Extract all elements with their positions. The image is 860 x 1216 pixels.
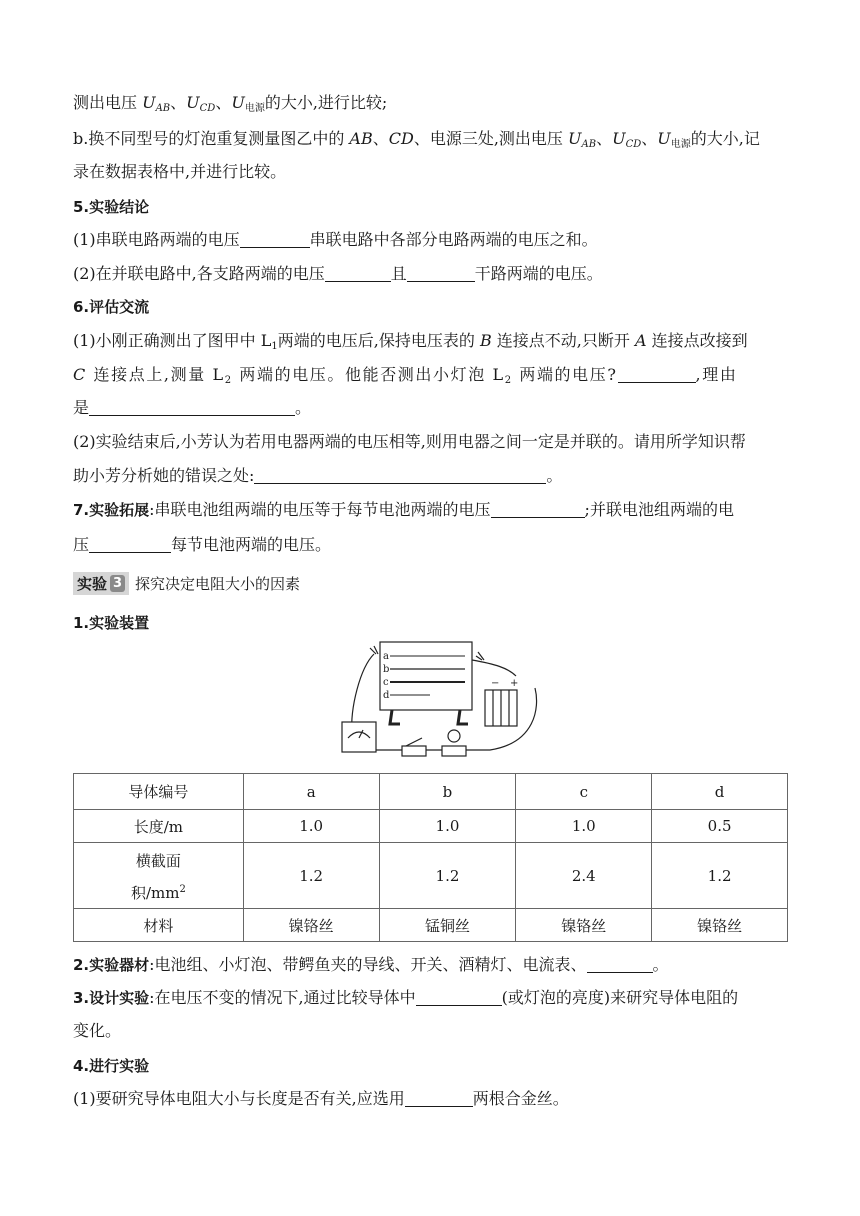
text: AB — [349, 129, 373, 148]
text: 两端的电压? — [512, 365, 618, 384]
table-cell: 镍铬丝 — [516, 909, 652, 942]
text: 干路两端的电压。 — [474, 264, 603, 283]
answer-blank[interactable] — [416, 989, 502, 1006]
text: 且 — [390, 264, 407, 283]
text-line — [73, 129, 760, 155]
text: ,理由 — [695, 365, 738, 384]
header-cell: 导体编号 — [74, 774, 244, 810]
tag-number: 3 — [110, 575, 125, 592]
text: 、 — [641, 129, 658, 148]
subscript: 电源 — [670, 139, 691, 150]
text: 、电源三处,测出电压 — [413, 129, 569, 148]
text: 。 — [652, 955, 669, 974]
text: 是 — [73, 398, 90, 417]
subscript: 2 — [504, 375, 513, 386]
row-label-line — [74, 877, 243, 906]
tag-text: 实验 — [77, 574, 108, 593]
text-line — [73, 1089, 569, 1109]
table-cell: 1.0 — [379, 810, 516, 843]
subscript: 电源 — [244, 103, 265, 114]
answer-blank[interactable] — [325, 265, 391, 282]
table-row — [74, 810, 788, 843]
text: 助小芳分析她的错误之处: — [73, 466, 255, 485]
section-heading: 7.实验拓展 — [73, 501, 150, 519]
experiment-label — [73, 572, 129, 595]
text-line — [73, 264, 603, 284]
answer-blank[interactable] — [254, 467, 546, 484]
answer-blank[interactable] — [240, 231, 310, 248]
lead-wire — [472, 660, 516, 676]
text-line — [73, 365, 737, 391]
text: 连接点上,测量 L — [86, 365, 225, 384]
header-cell: d — [652, 774, 788, 810]
text: 压 — [73, 535, 90, 554]
text: 两端的电压后,保持电压表的 — [277, 331, 480, 350]
var-U: U — [657, 129, 671, 148]
text-line — [73, 500, 734, 520]
text: 积/mm — [130, 884, 180, 902]
text-line — [73, 955, 669, 975]
table-cell: 1.0 — [243, 810, 379, 843]
subscript: 1 — [271, 341, 278, 352]
table-cell: 1.2 — [243, 843, 379, 909]
subscript: 2 — [224, 375, 233, 386]
var-U: U — [568, 129, 582, 148]
alligator-clip — [476, 652, 484, 660]
polarity-label: − — [491, 678, 500, 689]
row-label-line: 横截面 — [135, 852, 181, 870]
text-line — [73, 988, 738, 1008]
wire-label: b — [383, 664, 390, 675]
text: 、 — [596, 129, 613, 148]
var-U: U — [612, 129, 626, 148]
text: 每节电池两端的电压。 — [171, 535, 332, 554]
var-U: U — [231, 93, 245, 112]
text: b.换不同型号的灯泡重复测量图乙中的 — [73, 129, 350, 148]
switch — [402, 746, 426, 756]
var-U: U — [142, 93, 156, 112]
text: 串联电路中各部分电路两端的电压之和。 — [309, 230, 598, 249]
conductor-table — [73, 773, 788, 942]
subscript: CD — [625, 139, 642, 150]
section-heading: 1.实验装置 — [73, 614, 150, 632]
text: 测出电压 — [73, 93, 143, 112]
subscript: CD — [199, 103, 216, 114]
answer-blank[interactable] — [405, 1090, 473, 1107]
table-cell: 2.4 — [516, 843, 652, 909]
text: :串联电池组两端的电压等于每节电池两端的电压 — [149, 500, 491, 519]
text-line — [73, 466, 562, 486]
table-cell: 1.2 — [379, 843, 516, 909]
table-cell: 0.5 — [652, 810, 788, 843]
text-line — [73, 535, 331, 555]
text: 连接点改接到 — [646, 331, 748, 350]
text: (或灯泡的亮度)来研究导体电阻的 — [501, 988, 739, 1007]
text: C — [73, 365, 87, 384]
text-line — [73, 331, 748, 357]
answer-blank[interactable] — [407, 265, 475, 282]
alligator-clip — [370, 646, 378, 654]
text: A — [634, 331, 647, 350]
text: 、 — [170, 93, 187, 112]
table-row — [74, 909, 788, 942]
answer-blank[interactable] — [587, 956, 653, 973]
text-line — [73, 93, 387, 119]
table-cell: 镍铬丝 — [652, 909, 788, 942]
section-heading: 2.实验器材 — [73, 956, 150, 974]
section-heading: 3.设计实验 — [73, 989, 150, 1007]
subscript: AB — [155, 103, 171, 114]
experiment-section-tag — [73, 572, 300, 594]
text: CD — [388, 129, 414, 148]
text: 的大小,记 — [690, 129, 760, 148]
bulb — [448, 730, 460, 742]
text: (1)串联电路两端的电压 — [73, 230, 240, 249]
apparatus-diagram — [330, 638, 540, 766]
table-cell: 镍铬丝 — [243, 909, 379, 942]
wire-label: d — [383, 690, 390, 701]
answer-blank[interactable] — [618, 366, 696, 383]
text: ;并联电池组两端的电 — [584, 500, 734, 519]
text-line: (2)实验结束后,小芳认为若用电器两端的电压相等,则用电器之间一定是并联的。请用所学知识帮 — [73, 432, 746, 451]
text: (2)在并联电路中,各支路两端的电压 — [73, 264, 325, 283]
table-cell: 锰铜丝 — [379, 909, 516, 942]
table-row — [74, 843, 788, 909]
subscript: AB — [581, 139, 597, 150]
answer-blank[interactable] — [89, 536, 171, 553]
text: B — [479, 331, 492, 350]
text: 。 — [546, 466, 563, 485]
polarity-label: + — [510, 678, 519, 689]
section-heading: 5.实验结论 — [73, 198, 150, 216]
text-line: 录在数据表格中,并进行比较。 — [73, 162, 287, 181]
header-cell: a — [243, 774, 379, 810]
text: 、 — [372, 129, 389, 148]
row-label: 材料 — [74, 909, 244, 942]
text: 两根合金丝。 — [472, 1089, 569, 1108]
text: 连接点不动,只断开 — [491, 331, 635, 350]
table-cell: 1.0 — [516, 810, 652, 843]
text: 。 — [295, 398, 312, 417]
wire-label: a — [383, 651, 389, 662]
text: :电池组、小灯泡、带鳄鱼夹的导线、开关、酒精灯、电流表、 — [149, 955, 587, 974]
text-line: 变化。 — [73, 1021, 122, 1040]
text-line — [73, 230, 598, 250]
wire-board — [380, 642, 472, 710]
row-label — [74, 843, 244, 909]
table-row — [74, 774, 788, 810]
text: :在电压不变的情况下,通过比较导体中 — [149, 988, 416, 1007]
wire-label: c — [383, 677, 389, 688]
text-line — [73, 398, 311, 418]
text: (1)要研究导体电阻大小与长度是否有关,应选用 — [73, 1089, 405, 1108]
header-cell: c — [516, 774, 652, 810]
bulb-holder — [442, 746, 466, 756]
section-heading: 6.评估交流 — [73, 298, 150, 316]
text: 的大小,进行比较; — [264, 93, 388, 112]
text: (1)小刚正确测出了图甲中 L — [73, 331, 272, 350]
answer-blank[interactable] — [491, 501, 585, 518]
text: 两端的电压。他能否测出小灯泡 L — [232, 365, 505, 384]
section-heading: 4.进行实验 — [73, 1057, 150, 1075]
text: 、 — [215, 93, 232, 112]
superscript: 2 — [179, 884, 186, 895]
header-cell: b — [379, 774, 516, 810]
row-label: 长度/m — [74, 810, 244, 843]
var-U: U — [186, 93, 200, 112]
table-cell: 1.2 — [652, 843, 788, 909]
section-title: 探究决定电阻大小的因素 — [135, 574, 301, 593]
answer-blank[interactable] — [89, 399, 295, 416]
